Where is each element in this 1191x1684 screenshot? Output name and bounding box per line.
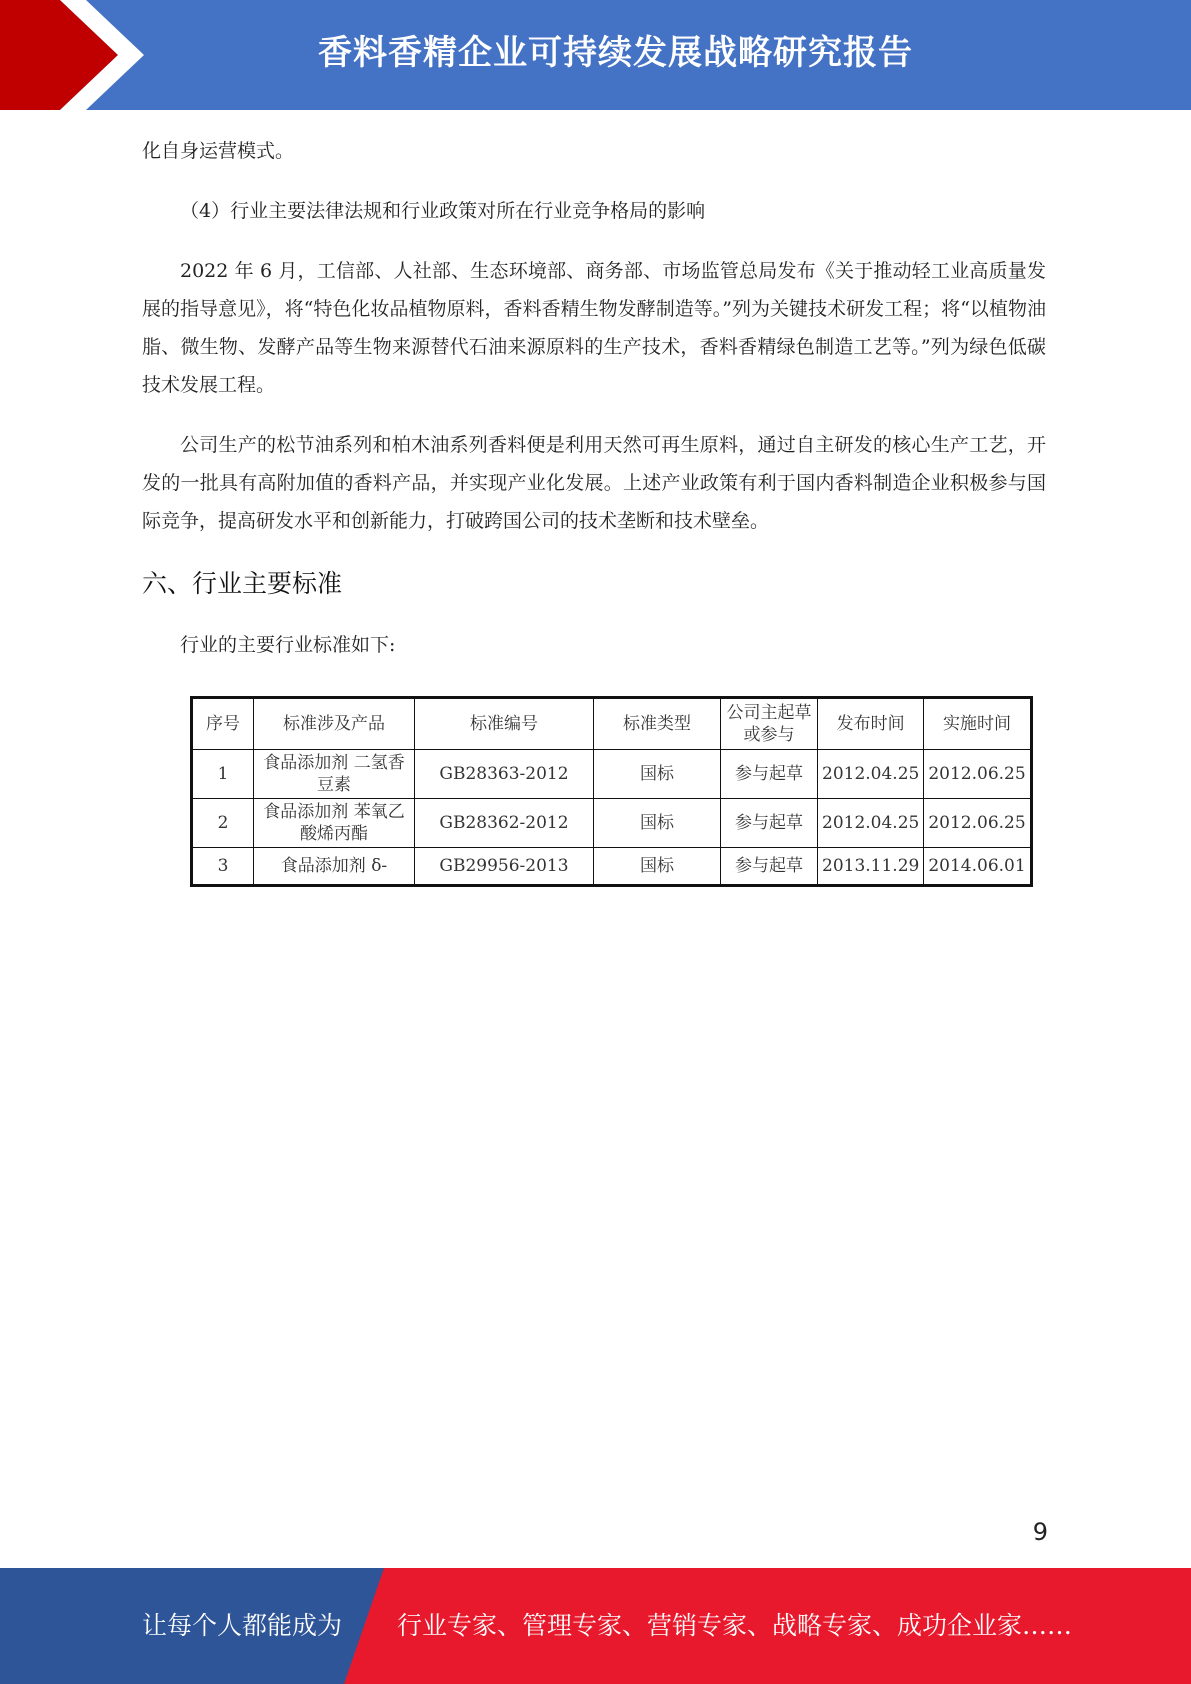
paragraph-subheading: （4）行业主要法律法规和行业政策对所在行业竞争格局的影响	[180, 200, 706, 222]
cell-product: 食品添加剂 苯氧乙酸烯丙酯	[254, 799, 415, 848]
cell-product: 食品添加剂 δ-	[254, 848, 415, 886]
standards-table	[190, 696, 1033, 887]
page-content	[142, 132, 1046, 887]
header-cell-role: 公司主起草或参与	[721, 698, 818, 750]
page-header	[0, 0, 1191, 110]
cell-role: 参与起草	[721, 799, 818, 848]
paragraph-continuation: 化自身运营模式。	[142, 140, 295, 162]
page-footer	[0, 1568, 1191, 1684]
paragraph-policy: 2022 年 6 月，工信部、人社部、生态环境部、商务部、市场监管总局发布《关于推动轻工业高质量发展的指导意见》，将“特色化妆品植物原料，香料香精生物发酵制造等。”列为关键技术研发工程；将“以植物油脂、微生物、发酵产品等生物来源替代石油来源原料的生产技术，香料香精绿色制造工艺等。”列为绿色低碳技术发展工程。	[142, 260, 1046, 396]
cell-type: 国标	[594, 799, 721, 848]
table-row	[192, 750, 1032, 799]
header-cell-index: 序号	[192, 698, 254, 750]
cell-code: GB28362-2012	[415, 799, 594, 848]
footer-slogan-right: 行业专家、管理专家、营销专家、战略专家、成功企业家……	[397, 1611, 1073, 1640]
cell-product: 食品添加剂 二氢香豆素	[254, 750, 415, 799]
cell-index: 1	[192, 750, 254, 799]
cell-role: 参与起草	[721, 848, 818, 886]
header-cell-code: 标准编号	[415, 698, 594, 750]
table-row	[192, 848, 1032, 886]
cell-effective-date: 2014.06.01	[924, 848, 1031, 886]
table-intro: 行业的主要行业标准如下:	[180, 634, 396, 656]
cell-index: 3	[192, 848, 254, 886]
section-heading: 六、行业主要标准	[142, 569, 343, 598]
cell-index: 2	[192, 799, 254, 848]
cell-effective-date: 2012.06.25	[924, 750, 1031, 799]
report-title: 香料香精企业可持续发展战略研究报告	[318, 33, 913, 73]
cell-publish-date: 2013.11.29	[818, 848, 924, 886]
header-cell-product: 标准涉及产品	[254, 698, 415, 750]
paragraph-company: 公司生产的松节油系列和柏木油系列香料便是利用天然可再生原料，通过自主研发的核心生产工艺，开发的一批具有高附加值的香料产品，并实现产业化发展。上述产业政策有利于国内香料制造企业积极参与国际竞争，提高研发水平和创新能力，打破跨国公司的技术垄断和技术壁垒。	[142, 434, 1046, 532]
cell-role: 参与起草	[721, 750, 818, 799]
cell-code: GB29956-2013	[415, 848, 594, 886]
footer-slogan-left: 让每个人都能成为	[142, 1611, 343, 1640]
table-header-row	[192, 698, 1032, 750]
cell-type: 国标	[594, 848, 721, 886]
cell-effective-date: 2012.06.25	[924, 799, 1031, 848]
header-cell-type: 标准类型	[594, 698, 721, 750]
cell-publish-date: 2012.04.25	[818, 750, 924, 799]
cell-publish-date: 2012.04.25	[818, 799, 924, 848]
header-cell-effective-date: 实施时间	[924, 698, 1031, 750]
cell-code: GB28363-2012	[415, 750, 594, 799]
page-number: 9	[1032, 1518, 1048, 1546]
cell-type: 国标	[594, 750, 721, 799]
header-chevron-decoration	[0, 0, 160, 110]
header-cell-publish-date: 发布时间	[818, 698, 924, 750]
table-row	[192, 799, 1032, 848]
